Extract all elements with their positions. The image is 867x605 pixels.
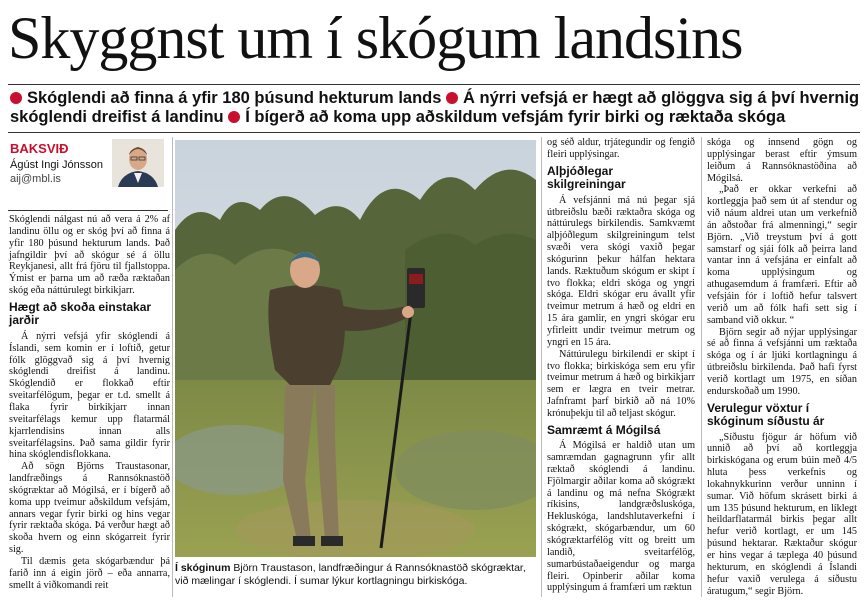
section-label: BAKSVIÐ	[10, 141, 69, 156]
author-photo	[112, 139, 164, 187]
article-column-1	[9, 214, 170, 591]
byline-rule	[8, 210, 168, 211]
paragraph: Náttúrulegu birkilendi er skipt í tvo flokka; birkiskóga sem eru yfir tveimur metrum á hæð og birkikjarr sem er lægra en tveir metrar. Jafnframt þarf birkið að ná 10% krónuþekju til að teljast skógur.	[547, 348, 695, 419]
paragraph: Að sögn Björns Traustasonar, landfræðings á Rannsóknastöð skógræktar að Mógilsá, er í bígerð að koma upp tveimur aðskildum vefsjám, annars vegar fyrir birki og hins vegar fyrir ræktaða skóga. Þá verður hægt að skoða hvern og einn skógarreit fyrir sig.	[9, 461, 170, 556]
column-divider	[701, 137, 702, 597]
paragraph: Skóglendi nálgast nú að vera á 2% af landinu öllu og er skóg því að finna á yfir 180 þúsund hekturum lands. Það jafngildir því að skógur sé á öllu Reykjanesi, allt frá fjöru til fjallstoppa. Ýmist er þarna um að ræða ræktaðan skóg eða náttúrulegt birkikjarr.	[9, 214, 170, 297]
paragraph: „Það er okkar verkefni að kortleggja það sem út af stendur og við náum aldrei utan um verkefnið án aðstoðar frá almenningi,“ segir Björn. „Við treystum því á gott samstarf og sjái fólk að þeirra land vantar inn á vefsjána er einfalt að koma upplýsingum og athugasemdum á framfæri. Eftir að vefsjáin fór í loftið hefur talsvert verið um að fólk hafi sett sig í samband við okkur. “	[707, 184, 857, 326]
bullet-icon	[10, 92, 22, 104]
headline: Skyggnst um í skógum landsins	[8, 5, 743, 71]
caption-text: Björn Traustason, landfræðingur á Rannsóknastöð skógræktar, við mælingar í skóglendi. Í sumar lýkur kortlagningu birkiskóga.	[175, 562, 526, 587]
paragraph: skóga og innsend gögn og upplýsingar berast eftir ýmsum leiðum á Rannsóknastöðina að Mógilsá.	[707, 137, 857, 184]
subheading: Alþjóðlegar skilgreiningar	[547, 163, 626, 192]
article-column-3	[707, 137, 857, 597]
paragraph: Á nýrri vefsjá yfir skóglendi á Íslandi, sem komin er í loftið, getur fólk glöggvað sig á því hvernig skóglendi dreifist á landinu. Skóglendið er flokkað eftir sveitarfélögum, þegar er t.d. smellt á flaka fyrir birkikjarr innan sveitarfélags kemur upp flatarmál kjarrlendisins innan alls sveitarfélagsins. Það sama gildir fyrir hina skóglendisflokkana.	[9, 330, 170, 461]
subheading: Samræmt á Mógilsá	[547, 422, 661, 437]
author-name: Ágúst Ingi Jónsson	[10, 159, 103, 171]
deck	[10, 89, 862, 127]
subheading: Hægt að skoða einstakar jarðir	[9, 299, 152, 328]
column-divider	[541, 137, 542, 597]
paragraph: „Síðustu fjögur ár höfum við unnið að því að kortleggja birkiskógana og erum búin með 4/5 hluta þess verkefnis og lokahnykkurinn verður unninn í sumar. Við höfum skrásett birki á um 135 þúsund hekturum, en líklegt heildarflatarmál birkis þegar allt hefur verið kortlagt, er um 145 þúsund hektarar. Ræktaður skógur er hins vegar á tæplega 40 þúsund hekturum, en skóglendi á Íslandi hefur vaxið verulega á síðustu áratugum,“ segir Björn.	[707, 431, 857, 597]
subheading: Verulegur vöxtur í skóginum síðustu ár	[707, 400, 825, 429]
paragraph: Á Mógilsá er haldið utan um samræmdan gagnagrunn yfir allt ræktað skóglendi á landinu. Fjölmargir aðilar koma að skógrækt á landinu og má nefna Skógrækt ríkisins, landgræðsluskóga, Hekluskóga, landshlutaverkefni í skógrækt, skógarbændur, um 60 skógræktarfélög vítt og breitt um landið, sveitarfélög, sumarbústaðaeigendur og marga fleiri. Opinberir aðilar koma upplýsingum á framfæri um ræktun	[547, 440, 695, 594]
byline	[8, 137, 168, 209]
bullet-icon	[228, 111, 240, 123]
deck-rule	[8, 132, 860, 133]
paragraph: Til dæmis geta skógarbændur þá farið inn á eigin jörð – eða annarra, smellt á viðkomandi reit	[9, 555, 170, 591]
author-email[interactable]: aij@mbl.is	[10, 173, 61, 185]
paragraph: Á vefsjánni má nú þegar sjá útbreiðslu bæði ræktaðra skóga og náttúrulegs birkilendis. Samkvæmt alþjóðlegum skilgreiningum telst svæði vera skógi vaxið þegar skógurinn þekur hálfan hektara lands. Ræktuðum skógum er skipt í tvo flokka; eldri skóga og yngri skóga. Eldri skógar eru ávallt yfir tveimur metrum á hæð og eldri en 15 ára gamlir, en yngri skógar eru yfirleitt undir tveimur metrum og yngri en 15 ára.	[547, 194, 695, 348]
deck-item-1: Skóglendi að finna á yfir 180 þúsund hekturum lands	[27, 89, 442, 107]
article-column-2	[547, 137, 695, 594]
article-photo	[175, 140, 536, 557]
photo-caption	[175, 562, 536, 588]
deck-item-2: Á nýrri vefsjá er hægt að glöggva sig á því hvernig skóglendi dreifist á landinu	[10, 89, 860, 126]
bullet-icon	[446, 92, 458, 104]
paragraph: Björn segir að nýjar upplýsingar sé að finna á vefsjánni um ræktaða skóga og í ár ljúki kortlagningu á útbreiðslu birkilenda. Það hafi fyrst verið kortlagt um 1975, en síðan endurskoðað um 1990.	[707, 326, 857, 397]
caption-lead: Í skóginum	[175, 562, 231, 574]
column-divider	[172, 137, 173, 597]
paragraph: og séð aldur, trjátegundir og fengið fleiri upplýsingar.	[547, 137, 695, 160]
headline-rule	[8, 84, 860, 85]
deck-item-3: Í bígerð að koma upp aðskildum vefsjám fyrir birki og ræktaða skóga	[245, 108, 786, 126]
